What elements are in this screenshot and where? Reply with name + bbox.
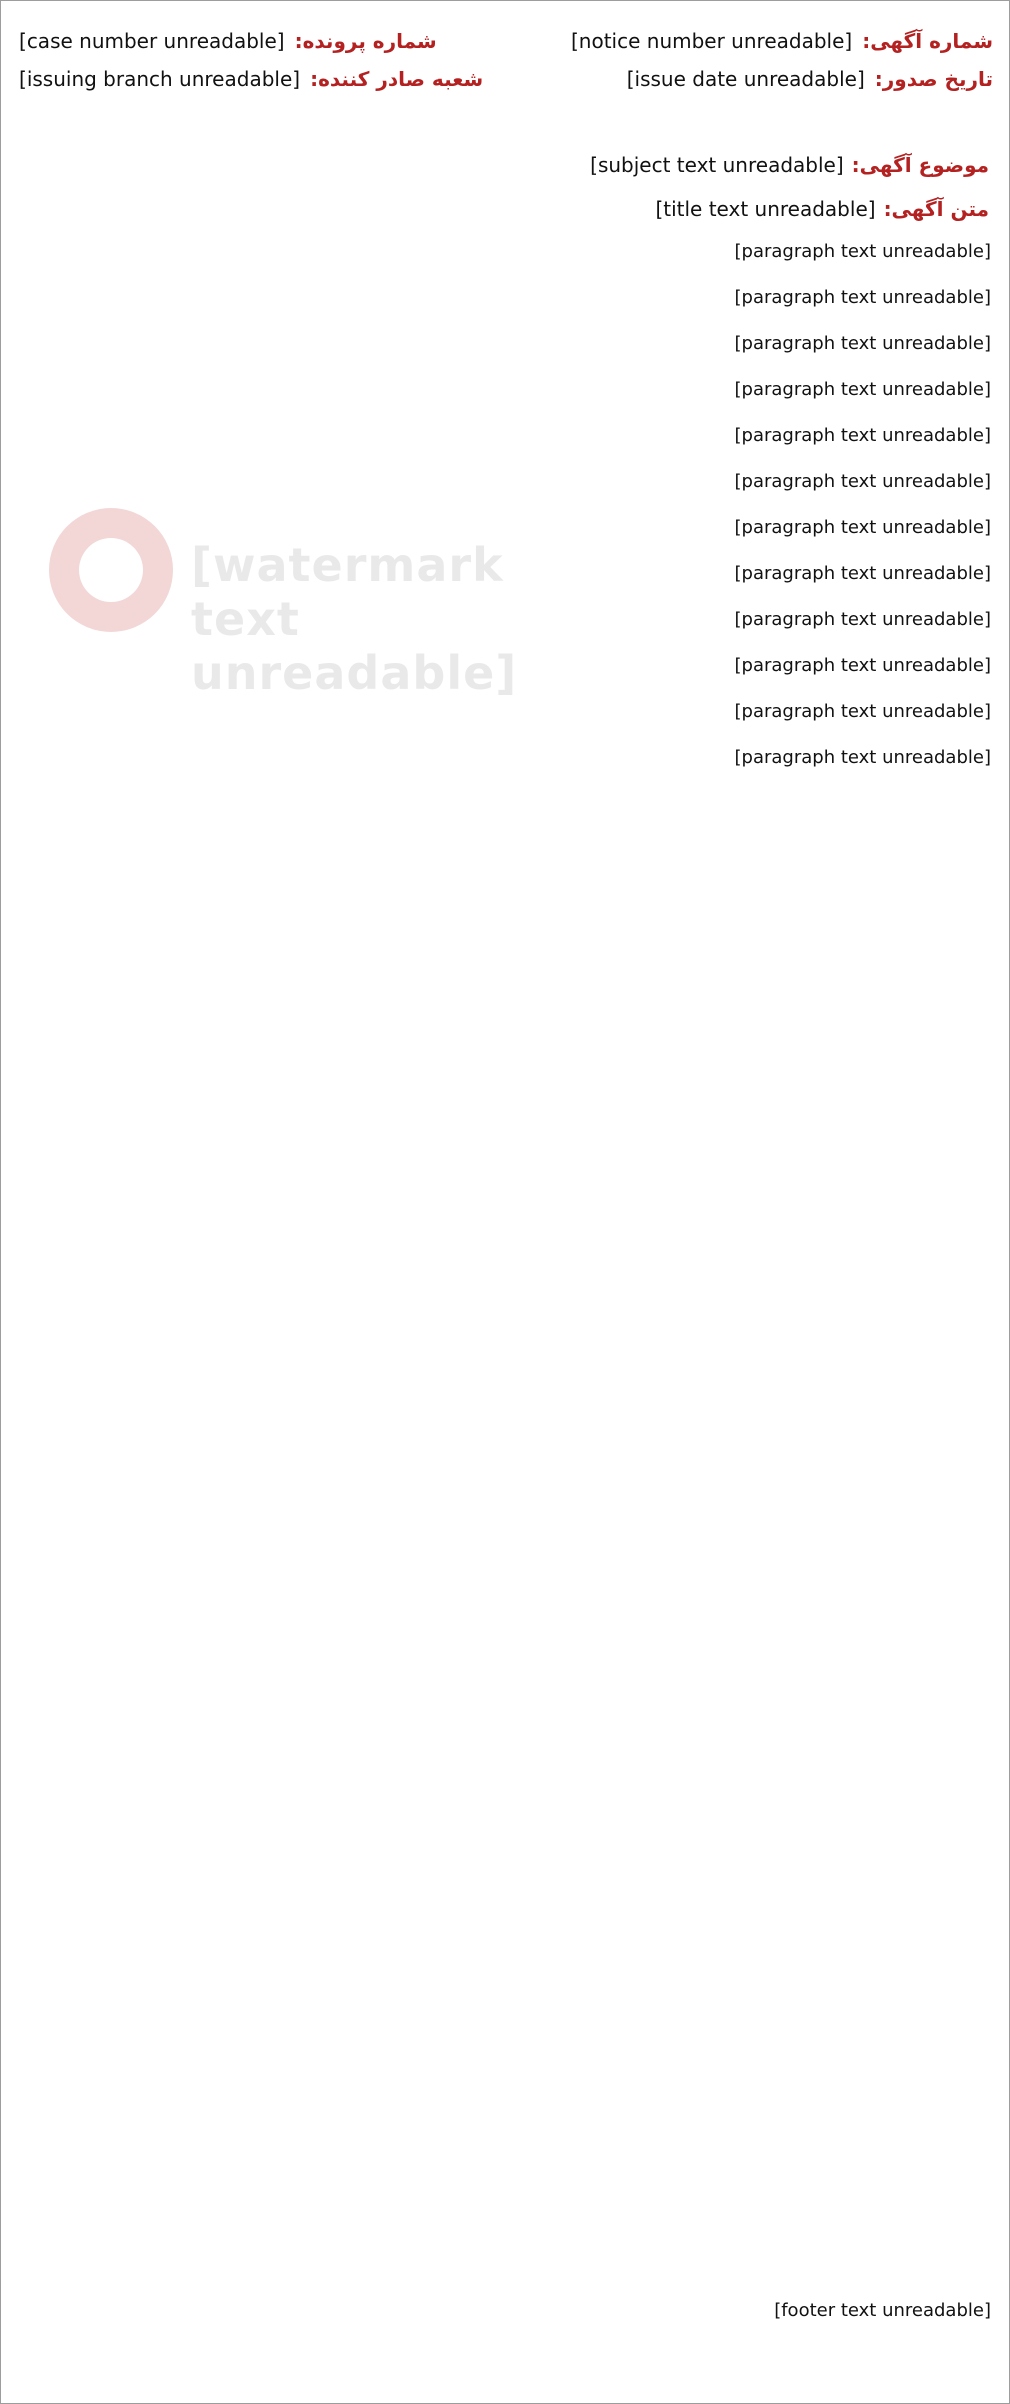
- body-paragraph-8: [paragraph text unreadable]: [734, 563, 991, 584]
- notice-footer: [19, 2297, 991, 2325]
- body-paragraph-6: [paragraph text unreadable]: [734, 471, 991, 492]
- body-paragraph-1: [paragraph text unreadable]: [734, 241, 991, 262]
- footer-signature: [footer text unreadable]: [774, 2300, 991, 2321]
- subject-line: [21, 153, 989, 177]
- header-row-2: [19, 67, 993, 91]
- case-number-field: [19, 29, 437, 53]
- title-label: متن آگهی:: [883, 197, 989, 221]
- case-number-value: [case number unreadable]: [19, 29, 285, 53]
- subject-label: موضوع آگهی:: [851, 153, 989, 177]
- case-number-label: شماره پرونده:: [294, 29, 437, 53]
- issuing-branch-label: شعبه صادر کننده:: [310, 67, 484, 91]
- notice-number-label: شماره آگهی:: [862, 29, 993, 53]
- title-line: [21, 197, 989, 221]
- notice-body: [19, 237, 991, 789]
- body-paragraph-7: [paragraph text unreadable]: [734, 517, 991, 538]
- issuing-branch-value: [issuing branch unreadable]: [19, 67, 301, 91]
- body-paragraph-12: [paragraph text unreadable]: [734, 747, 991, 768]
- body-paragraph-3: [paragraph text unreadable]: [734, 333, 991, 354]
- body-paragraph-4: [paragraph text unreadable]: [734, 379, 991, 400]
- notice-number-field: [571, 29, 993, 53]
- title-value: [title text unreadable]: [655, 197, 876, 221]
- body-paragraph-10: [paragraph text unreadable]: [734, 655, 991, 676]
- body-paragraph-9: [paragraph text unreadable]: [734, 609, 991, 630]
- body-paragraph-5: [paragraph text unreadable]: [734, 425, 991, 446]
- watermark-text: [watermark text unreadable]: [191, 538, 518, 700]
- notice-number-value: [notice number unreadable]: [570, 29, 853, 53]
- subject-value: [subject text unreadable]: [590, 153, 844, 177]
- issue-date-field: [627, 67, 993, 91]
- issuing-branch-field: [19, 67, 483, 91]
- header-row-1: [19, 29, 993, 53]
- issue-date-label: تاریخ صدور:: [874, 67, 993, 91]
- issue-date-value: [issue date unreadable]: [626, 67, 865, 91]
- body-paragraph-2: [paragraph text unreadable]: [734, 287, 991, 308]
- body-paragraph-11: [paragraph text unreadable]: [734, 701, 991, 722]
- notice-header: [1, 1, 1010, 131]
